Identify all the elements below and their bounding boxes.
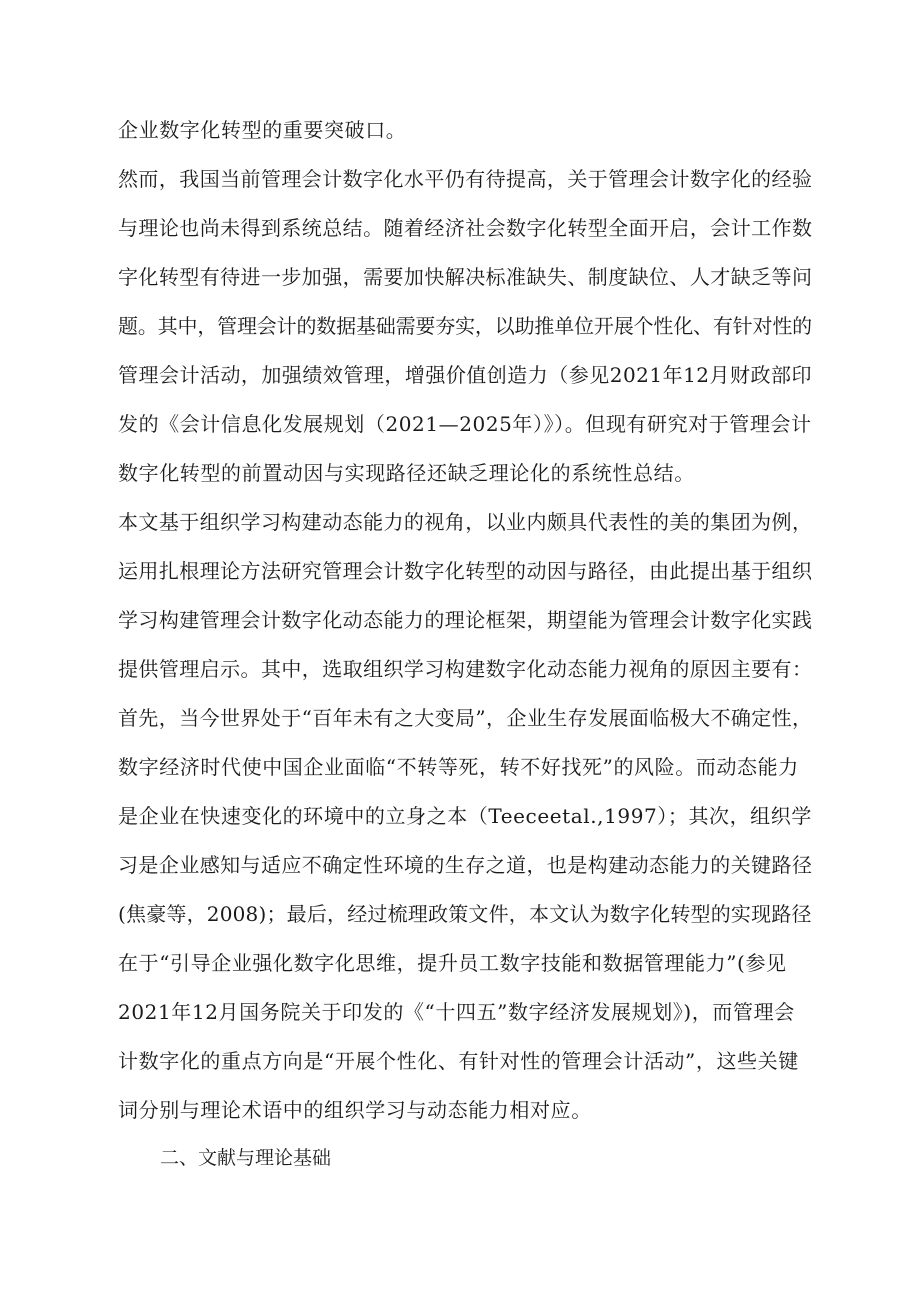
- body-line-16: 习是企业感知与适应不确定性环境的生存之道，也是构建动态能力的关键路径: [118, 853, 813, 877]
- body-line-12: 提供管理启示。其中，选取组织学习构建数字化动态能力视角的原因主要有：: [118, 657, 813, 681]
- body-line-6: 管理会计活动，加强绩效管理，增强价值创造力（参见2021年12月财政部印: [118, 363, 812, 387]
- body-line-21: 词分别与理论术语中的组织学习与动态能力相对应。: [118, 1098, 592, 1122]
- body-line-4: 字化转型有待进一步加强，需要加快解决标准缺失、制度缺位、人才缺乏等问: [118, 265, 813, 289]
- body-line-2: 然而，我国当前管理会计数字化水平仍有待提高，关于管理会计数字化的经验: [118, 167, 813, 191]
- body-line-7: 发的《会计信息化发展规划（2021—2025年）》）。但现有研究对于管理会计: [118, 412, 812, 436]
- body-line-11: 学习构建管理会计数字化动态能力的理论框架，期望能为管理会计数字化实践: [118, 608, 813, 632]
- body-line-5: 题。其中，管理会计的数据基础需要夯实，以助推单位开展个性化、有针对性的: [118, 314, 812, 338]
- body-line-18: 在于“引导企业强化数字化思维，提升员工数字技能和数据管理能力”(参见: [118, 951, 787, 975]
- section-heading: 二、文献与理论基础: [160, 1147, 332, 1169]
- body-line-13: 首先，当今世界处于“百年未有之大变局”，企业生存发展面临极大不确定性，: [118, 706, 813, 730]
- body-line-10: 运用扎根理论方法研究管理会计数字化转型的动因与路径，由此提出基于组织: [118, 559, 813, 583]
- body-line-15: 是企业在快速变化的环境中的立身之本（Teeceetal.,1997）；其次，组织学: [118, 804, 812, 828]
- body-line-9: 本文基于组织学习构建动态能力的视角，以业内颇具代表性的美的集团为例，: [118, 510, 813, 534]
- body-line-17: (焦豪等，2008)；最后，经过梳理政策文件，本文认为数字化转型的实现路径: [118, 902, 812, 926]
- body-line-3: 与理论也尚未得到系统总结。随着经济社会数字化转型全面开启，会计工作数: [118, 216, 813, 240]
- body-line-1: 企业数字化转型的重要突破口。: [118, 118, 407, 142]
- body-line-19: 2021年12月国务院关于印发的《“十四五”数字经济发展规划》)，而管理会: [118, 1000, 795, 1024]
- body-line-20: 计数字化的重点方向是“开展个性化、有针对性的管理会计活动”，这些关键: [118, 1049, 799, 1073]
- body-line-14: 数字经济时代使中国企业面临“不转等死，转不好找死”的风险。而动态能力: [118, 755, 799, 779]
- body-line-8: 数字化转型的前置动因与实现路径还缺乏理论化的系统性总结。: [118, 461, 695, 485]
